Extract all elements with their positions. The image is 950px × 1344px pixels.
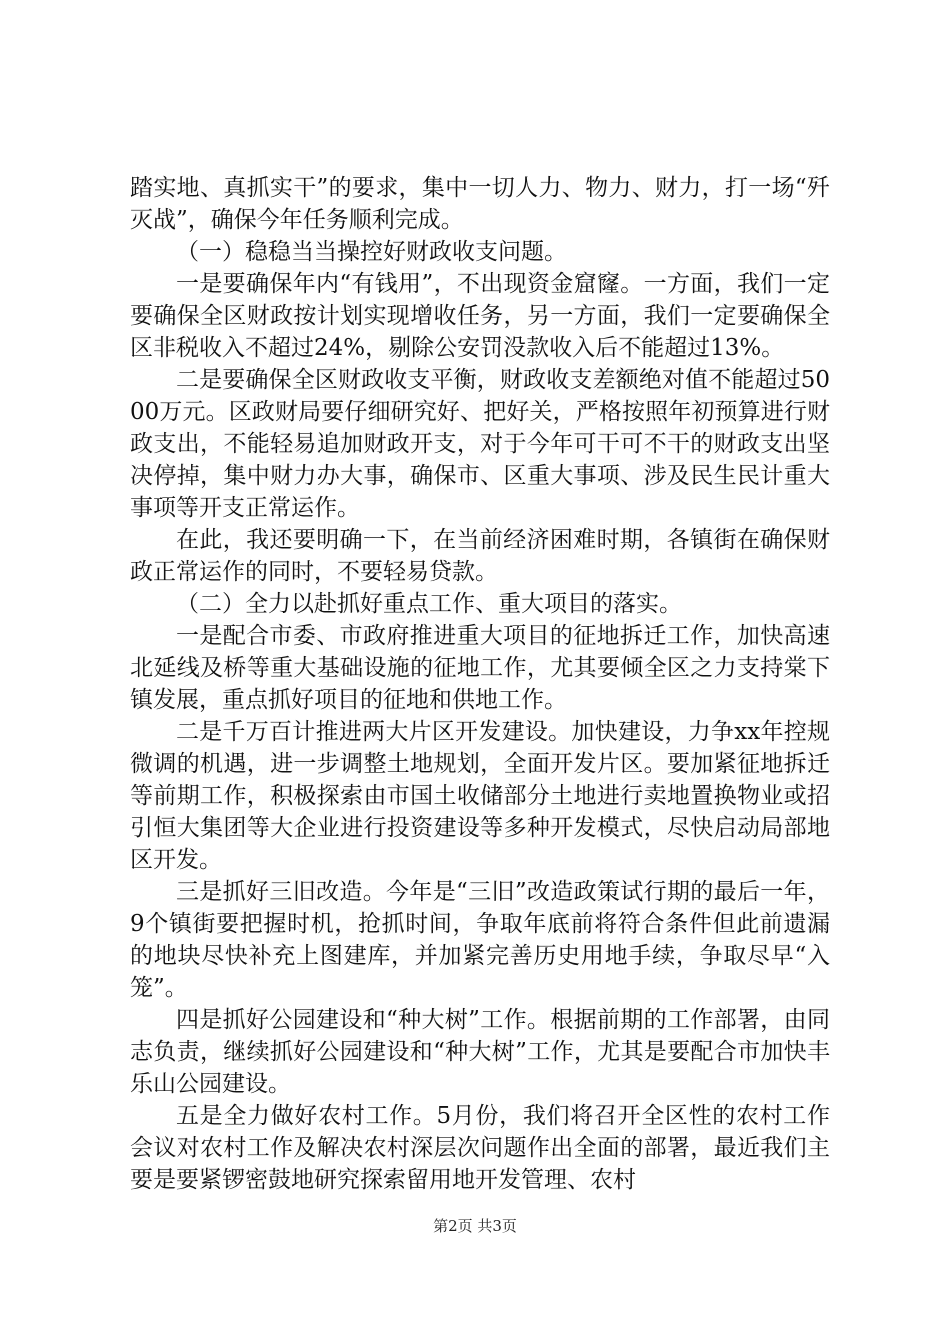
paragraph: 三是抓好三旧改造。今年是“三旧”改造政策试行期的最后一年，9个镇街要把握时机，抢抓时间，争取年底前将符合条件但此前遗漏的地块尽快补充上图建库，并加紧完善历史用地手续，争取尽早“入笼”。 <box>130 879 830 1001</box>
paragraph: 二是要确保全区财政收支平衡，财政收支差额绝对值不能超过5000万元。区政财局要仔细研究好、把好关，严格按照年初预算进行财政支出，不能轻易追加财政开支，对于今年可干可不干的财政支出坚决停掉，集中财力办大事，确保市、区重大事项、涉及民生民计重大事项等开支正常运作。 <box>130 367 830 521</box>
paragraph: 四是抓好公园建设和“种大树”工作。根据前期的工作部署，由同志负责，继续抓好公园建设和“种大树”工作，尤其是要配合市加快丰乐山公园建设。 <box>130 1007 830 1097</box>
section-heading: （一）稳稳当当操控好财政收支问题。 <box>176 239 567 265</box>
page-footer: 第2页 共3页 <box>433 1217 517 1235</box>
paragraph: 在此，我还要明确一下，在当前经济困难时期，各镇街在确保财政正常运作的同时，不要轻易贷款。 <box>130 527 830 585</box>
paragraph: 踏实地、真抓实干”的要求，集中一切人力、物力、财力，打一场“歼灭战”，确保今年任务顺利完成。 <box>130 175 830 233</box>
body-text <box>130 172 830 1196</box>
section-heading: （二）全力以赴抓好重点工作、重大项目的落实。 <box>176 591 682 617</box>
paragraph: 一是要确保年内“有钱用”，不出现资金窟窿。一方面，我们一定要确保全区财政按计划实现增收任务，另一方面，我们一定要确保全区非税收入不超过24%，剔除公安罚没款收入后不能超过13%。 <box>130 271 830 361</box>
paragraph: 二是千万百计推进两大片区开发建设。加快建设，力争xx年控规微调的机遇，进一步调整土地规划，全面开发片区。要加紧征地拆迁等前期工作，积极探索由市国土收储部分土地进行卖地置换物业或招引恒大集团等大企业进行投资建设等多种开发模式，尽快启动局部地区开发。 <box>130 719 830 873</box>
paragraph: 五是全力做好农村工作。5月份，我们将召开全区性的农村工作会议对农村工作及解决农村深层次问题作出全面的部署，最近我们主要是要紧锣密鼓地研究探索留用地开发管理、农村 <box>130 1103 830 1193</box>
paragraph: 一是配合市委、市政府推进重大项目的征地拆迁工作，加快高速北延线及桥等重大基础设施的征地工作，尤其要倾全区之力支持棠下镇发展，重点抓好项目的征地和供地工作。 <box>130 623 830 713</box>
